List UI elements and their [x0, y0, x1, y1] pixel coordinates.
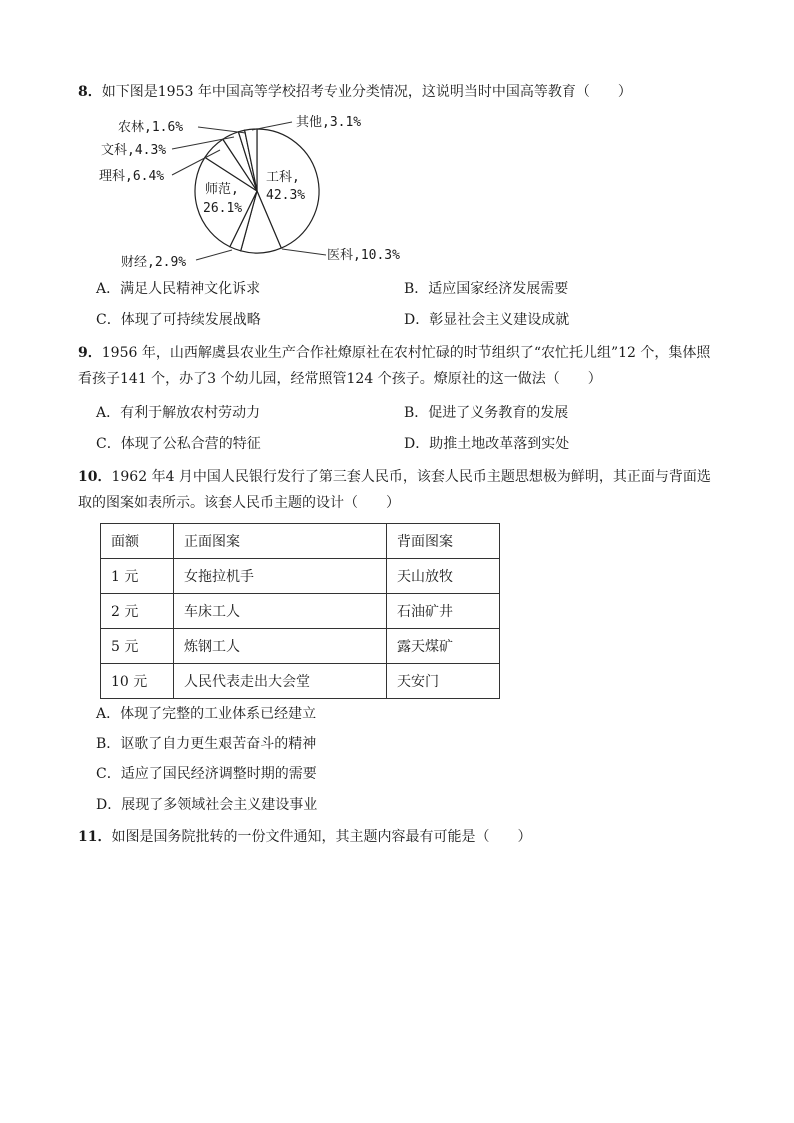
question-text: 如下图是1953 年中国高等学校招考专业分类情况，这说明当时中国高等教育（ ）	[101, 84, 632, 100]
label-qita: 其他,3.1%	[296, 115, 362, 130]
q9-option-c[interactable]	[96, 433, 261, 455]
q10-option-d[interactable]	[96, 794, 317, 816]
option-letter: B．	[96, 736, 121, 752]
option-text: 适应了国民经济调整时期的需要	[120, 766, 317, 782]
table-row	[101, 594, 500, 629]
question-9-stem	[78, 340, 718, 392]
leader-line-yike	[282, 249, 326, 255]
option-text: 助推土地改革落到实处	[429, 436, 570, 452]
option-letter: C．	[96, 312, 121, 328]
option-letter: D．	[404, 312, 430, 328]
pie-chart	[90, 110, 420, 270]
option-letter: B．	[404, 405, 429, 421]
table-row	[101, 629, 500, 664]
table-cell: 10 元	[101, 664, 174, 699]
table-cell: 露天煤矿	[387, 629, 500, 664]
label-caijing: 财经,2.9%	[121, 255, 187, 270]
option-letter: C．	[96, 766, 121, 782]
label-wenke: 文科,4.3%	[101, 143, 167, 158]
table-cell: 女拖拉机手	[174, 559, 387, 594]
table-header-cell: 正面图案	[174, 524, 387, 559]
option-text: 体现了公私合营的特征	[120, 436, 261, 452]
table-header-row	[101, 524, 500, 559]
question-number: 10．	[78, 469, 112, 485]
label-shifan-name: 师范,	[205, 182, 239, 197]
option-text: 促进了义务教育的发展	[428, 405, 569, 421]
label-yike: 医科,10.3%	[327, 248, 400, 263]
label-gongke-value: 42.3%	[266, 188, 306, 203]
table-cell: 5 元	[101, 629, 174, 664]
question-11-stem	[78, 824, 718, 850]
table-cell: 炼钢工人	[174, 629, 387, 664]
table-cell: 人民代表走出大会堂	[174, 664, 387, 699]
option-letter: A．	[96, 706, 121, 722]
q10-option-b[interactable]	[96, 733, 316, 755]
question-text-line1: 1962 年4 月中国人民银行发行了第三套人民币，该套人民币主题思想极为鲜明，其正面与背面选	[111, 469, 711, 485]
label-nonglin: 农林,1.6%	[118, 120, 184, 135]
label-shifan-value: 26.1%	[203, 201, 243, 216]
question-number: 8．	[78, 84, 102, 100]
option-text: 有利于解放农村劳动力	[120, 405, 261, 421]
q9-option-d[interactable]	[404, 433, 569, 455]
table-header-cell: 面额	[101, 524, 174, 559]
option-letter: D．	[96, 797, 122, 813]
table-row	[101, 664, 500, 699]
option-text: 讴歌了自力更生艰苦奋斗的精神	[120, 736, 317, 752]
option-text: 满足人民精神文化诉求	[120, 281, 261, 297]
option-letter: D．	[404, 436, 430, 452]
leader-line-nonglin	[198, 127, 246, 133]
question-line-1	[78, 340, 718, 366]
option-letter: B．	[404, 281, 429, 297]
question-line-2: 取的图案如表所示。该套人民币主题的设计（ ）	[78, 495, 400, 511]
table-cell: 车床工人	[174, 594, 387, 629]
option-letter: C．	[96, 436, 121, 452]
table-header-cell: 背面图案	[387, 524, 500, 559]
option-text: 适应国家经济发展需要	[428, 281, 569, 297]
option-text: 体现了可持续发展战略	[120, 312, 261, 328]
table-cell: 石油矿井	[387, 594, 500, 629]
question-8-stem	[78, 79, 718, 105]
question-text: 如图是国务院批转的一份文件通知，其主题内容最有可能是（ ）	[111, 829, 532, 845]
option-letter: A．	[96, 281, 121, 297]
leader-line-qita	[252, 122, 292, 130]
q8-option-d[interactable]	[404, 309, 569, 331]
currency-design-table	[100, 523, 500, 699]
option-text: 展现了多领域社会主义建设事业	[121, 797, 318, 813]
leader-line-caijing	[196, 250, 232, 260]
table-cell: 2 元	[101, 594, 174, 629]
table-cell: 1 元	[101, 559, 174, 594]
option-letter: A．	[96, 405, 121, 421]
q10-option-a[interactable]	[96, 703, 316, 725]
question-number: 11．	[78, 829, 112, 845]
option-text: 体现了完整的工业体系已经建立	[120, 706, 317, 722]
label-like: 理科,6.4%	[99, 169, 165, 184]
label-gongke-name: 工科,	[266, 170, 300, 185]
question-line-2: 看孩子141 个，办了3 个幼儿园，经常照管124 个孩子。燎原社的这一做法（ ）	[78, 371, 602, 387]
question-number: 9．	[78, 345, 102, 361]
q8-option-b[interactable]	[404, 278, 568, 300]
table-row	[101, 559, 500, 594]
question-line-1	[78, 464, 718, 490]
question-text-line1: 1956 年，山西解虞县农业生产合作社燎原社在农村忙碌的时节组织了“农忙托儿组”12 个，集体照	[101, 345, 711, 361]
option-text: 彰显社会主义建设成就	[429, 312, 570, 328]
q9-option-b[interactable]	[404, 402, 568, 424]
question-10-stem	[78, 464, 718, 516]
q8-option-a[interactable]	[96, 278, 260, 300]
table-cell: 天安门	[387, 664, 500, 699]
q8-option-c[interactable]	[96, 309, 261, 331]
q9-option-a[interactable]	[96, 402, 260, 424]
q10-option-c[interactable]	[96, 763, 317, 785]
table-cell: 天山放牧	[387, 559, 500, 594]
